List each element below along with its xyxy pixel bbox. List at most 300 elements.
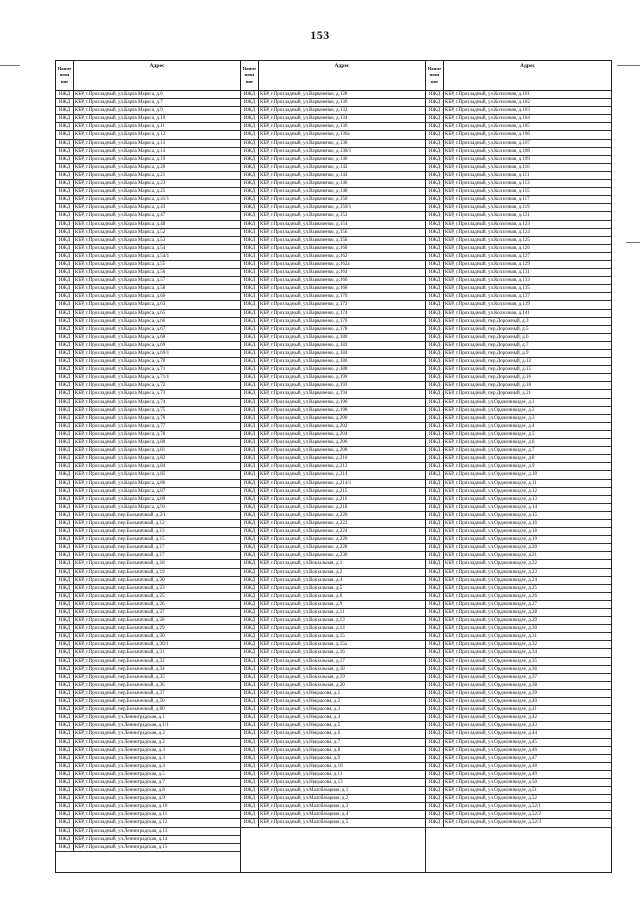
row-code: ИЖД xyxy=(426,463,444,470)
table-row xyxy=(241,431,425,439)
row-address: КБР, г.Прохладный, ул.Варваченко, д.200 xyxy=(260,415,348,421)
table-row xyxy=(56,318,240,326)
row-address: КБР, г.Прохладный, ул.Карла Маркса, д.7 xyxy=(75,100,163,106)
header-name-label: Наиме нова ние xyxy=(241,61,259,90)
row-address: КБР, г.Прохладный, ул.Карла Маркса, д.78 xyxy=(75,431,166,437)
row-address: КБР, г.Прохладный, ул.Колхозная, д.115 xyxy=(445,189,530,195)
table-row xyxy=(56,269,240,277)
row-address: КБР, г.Прохладный, ул.Некрасова, д.6 xyxy=(260,731,341,737)
row-code: ИЖД xyxy=(241,682,259,689)
row-address: КБР, г.Прохладный, ул.Варваченко, д.224 xyxy=(260,529,348,535)
table-row xyxy=(56,544,240,552)
row-code: ИЖД xyxy=(426,471,444,478)
row-code: ИЖД xyxy=(241,803,259,810)
row-address: КБР, г.Прохладный, пер.Больничный, д.32 xyxy=(75,658,165,664)
table-row xyxy=(426,350,611,358)
row-code: ИЖД xyxy=(426,520,444,527)
table-row xyxy=(241,787,425,795)
row-address: КБР, г.Прохладный, ул.Карла Маркса, д.86 xyxy=(75,480,166,486)
row-address: КБР, г.Прохладный, ул.Орджоникидзе, д.18 xyxy=(445,529,538,535)
row-code: ИЖД xyxy=(426,140,444,147)
row-code: ИЖД xyxy=(56,828,74,835)
row-address: КБР, г.Прохладный, ул.Колхозная, д.101 xyxy=(445,92,530,97)
row-code: ИЖД xyxy=(56,366,74,373)
row-address: КБР, г.Прохладный, ул.Ленинградская, д.13 xyxy=(75,828,168,834)
table-row xyxy=(56,366,240,374)
table-row xyxy=(426,730,611,738)
row-code: ИЖД xyxy=(426,99,444,106)
row-code: ИЖД xyxy=(241,277,259,284)
table-row xyxy=(426,560,611,568)
row-code: ИЖД xyxy=(426,334,444,341)
row-address: КБР, г.Прохладный, пер.Больничный, д.25 xyxy=(75,593,165,599)
row-address: КБР, г.Прохладный, ул.Варваченко, д.164 xyxy=(260,270,348,276)
row-address: КБР, г.Прохладный, ул.Колхозная, д.127 xyxy=(445,253,530,259)
row-code: ИЖД xyxy=(241,544,259,551)
table-row xyxy=(426,755,611,763)
table-row xyxy=(56,237,240,245)
row-code: ИЖД xyxy=(56,301,74,308)
row-code: ИЖД xyxy=(426,585,444,592)
row-code: ИЖД xyxy=(241,730,259,737)
row-address: КБР, г.Прохладный, пер.Больничный, д.17 xyxy=(75,553,165,559)
row-address: КБР, г.Прохладный, ул.Варваченко, д.215 xyxy=(260,488,348,494)
row-address: КБР, г.Прохладный, ул.Варваченко, д.196 xyxy=(260,399,348,405)
row-address: КБР, г.Прохладный, ул.Карла Маркса, д.60 xyxy=(75,294,166,300)
row-address: КБР, г.Прохладный, ул.Карла Маркса, д.6 xyxy=(75,92,163,97)
table-row xyxy=(56,714,240,722)
row-address: КБР, г.Прохладный, пер.Больничный, д.2/1 xyxy=(75,512,167,518)
row-code: ИЖД xyxy=(56,123,74,130)
table-row xyxy=(426,237,611,245)
row-address: КБР, г.Прохладный, ул.Орджоникидзе, д.11 xyxy=(445,480,537,486)
table-row xyxy=(241,148,425,156)
table-row xyxy=(56,730,240,738)
row-code: ИЖД xyxy=(241,326,259,333)
row-address: КБР, г.Прохладный, ул.Карла Маркса, д.25 xyxy=(75,189,166,195)
row-address: КБР, г.Прохладный, ул.Карла Маркса, д.71 xyxy=(75,367,166,373)
row-address: КБР, г.Прохладный, ул.Варваченко, д.156 xyxy=(260,229,348,235)
row-code: ИЖД xyxy=(241,463,259,470)
row-address: КБР, г.Прохладный, ул.Вокзальная, д.2 xyxy=(260,569,343,575)
row-code: ИЖД xyxy=(241,423,259,430)
row-code: ИЖД xyxy=(426,504,444,511)
row-code: ИЖД xyxy=(241,115,259,122)
row-code: ИЖД xyxy=(241,819,259,826)
table-row xyxy=(56,390,240,398)
row-code: ИЖД xyxy=(241,771,259,778)
row-address: КБР, г.Прохладный, ул.Варваченко, д.208 xyxy=(260,448,348,454)
row-address: КБР, г.Прохладный, ул.Некрасова, д.13 xyxy=(260,779,343,785)
table-row xyxy=(56,180,240,188)
table-row xyxy=(241,334,425,342)
row-code: ИЖД xyxy=(241,293,259,300)
row-code: ИЖД xyxy=(426,747,444,754)
row-code: ИЖД xyxy=(426,172,444,179)
table-row xyxy=(426,633,611,641)
row-code: ИЖД xyxy=(241,431,259,438)
row-address: КБР, г.Прохладный, ул.Карла Маркса, д.74 xyxy=(75,399,166,405)
row-code: ИЖД xyxy=(426,674,444,681)
row-code: ИЖД xyxy=(241,318,259,325)
table-row xyxy=(56,447,240,455)
row-address: КБР, г.Прохладный, ул.Варваченко, д.158 xyxy=(260,237,348,243)
row-address: КБР, г.Прохладный, пер.Больничный, д.31 xyxy=(75,650,165,656)
table-row xyxy=(426,212,611,220)
table-row xyxy=(241,342,425,350)
row-address: КБР, г.Прохладный, ул.Колхозная, д.131 xyxy=(445,270,530,276)
table-row xyxy=(241,455,425,463)
row-code: ИЖД xyxy=(56,666,74,673)
table-row xyxy=(56,164,240,172)
row-address: КБР, г.Прохладный, пер.Больничный, д.18 xyxy=(75,561,165,567)
table-row xyxy=(241,666,425,674)
row-address: КБР, г.Прохладный, ул.Карла Маркса, д.48 xyxy=(75,221,166,227)
table-row xyxy=(426,471,611,479)
table-row xyxy=(56,310,240,318)
table-row xyxy=(241,180,425,188)
table-row xyxy=(241,690,425,698)
row-address: КБР, г.Прохладный, ул.Орджоникидзе, д.52 xyxy=(445,796,538,802)
table-row xyxy=(56,698,240,706)
table-row xyxy=(56,140,240,148)
row-code: ИЖД xyxy=(56,382,74,389)
table-row xyxy=(426,99,611,107)
row-address: КБР, г.Прохладный, ул.Варваченко, д.166 xyxy=(260,278,348,284)
table-row xyxy=(241,204,425,212)
table-row xyxy=(241,374,425,382)
row-code: ИЖД xyxy=(241,747,259,754)
table-row xyxy=(241,196,425,204)
row-code: ИЖД xyxy=(426,795,444,802)
row-address: КБР, г.Прохладный, ул.Ленинградская, д.2 xyxy=(75,731,165,737)
table-rows xyxy=(241,91,425,828)
row-address: КБР, г.Прохладный, ул.Вокзальная, д.18 xyxy=(260,666,345,672)
row-code: ИЖД xyxy=(56,455,74,462)
row-address: КБР, г.Прохладный, пер.Больничный, д.50 xyxy=(75,699,165,705)
row-code: ИЖД xyxy=(56,334,74,341)
row-address: КБР, г.Прохладный, ул.Ленинградская, д.2 xyxy=(75,739,165,745)
row-code: ИЖД xyxy=(241,763,259,770)
row-code: ИЖД xyxy=(241,261,259,268)
row-code: ИЖД xyxy=(56,172,74,179)
table-row xyxy=(241,544,425,552)
header-name-label: Наиме нова ние xyxy=(426,61,444,90)
table-row xyxy=(56,229,240,237)
row-code: ИЖД xyxy=(241,666,259,673)
row-address: КБР, г.Прохладный, ул.Варваченко, д.162 xyxy=(260,253,348,259)
table-row xyxy=(241,706,425,714)
row-address: КБР, г.Прохладный, ул.Малобазарная, д.5 xyxy=(260,820,349,826)
row-address: КБР, г.Прохладный, ул.Орджоникидзе, д.52/3 xyxy=(445,820,541,826)
table-row xyxy=(56,277,240,285)
row-address: КБР, г.Прохладный, ул.Орджоникидзе, д.31 xyxy=(445,634,538,640)
row-address: КБР, г.Прохладный, пер.Больничный, д.28 xyxy=(75,618,165,624)
row-address: КБР, г.Прохладный, ул.Варваченко, д.214 xyxy=(260,472,348,478)
table-row xyxy=(56,779,240,787)
row-address: КБР, г.Прохладный, пер.Больничный, д.34 xyxy=(75,666,165,672)
row-address: КБР, г.Прохладный, ул.Карла Маркса, д.12 xyxy=(75,132,166,138)
table-row xyxy=(426,625,611,633)
row-address: КБР, г.Прохладный, ул.Орджоникидзе, д.43 xyxy=(445,723,538,729)
row-address: КБР, г.Прохладный, пер.Больничный, д.37 xyxy=(75,690,165,696)
row-address: КБР, г.Прохладный, ул.Ленинградская, д.14 xyxy=(75,836,168,842)
row-address: КБР, г.Прохладный, ул.Колхозная, д.117 xyxy=(445,197,530,203)
table-row xyxy=(241,625,425,633)
row-code: ИЖД xyxy=(241,577,259,584)
table-row xyxy=(56,148,240,156)
row-address: КБР, г.Прохладный, ул.Некрасова, д.3 xyxy=(260,707,341,713)
table-row xyxy=(426,431,611,439)
header-address-label: Адрес xyxy=(334,63,350,69)
row-code: ИЖД xyxy=(241,585,259,592)
row-code: ИЖД xyxy=(426,245,444,252)
table-row xyxy=(56,795,240,803)
row-address: КБР, г.Прохладный, ул.Варваченко, д.220 xyxy=(260,512,348,518)
table-row xyxy=(426,504,611,512)
table-column-3 xyxy=(425,60,612,873)
margin-rule-right xyxy=(617,65,640,66)
row-address: КБР, г.Прохладный, ул.Варваченко, д.192 xyxy=(260,383,348,389)
row-code: ИЖД xyxy=(56,318,74,325)
row-address: КБР, г.Прохладный, ул.Варваченко, д.204 xyxy=(260,431,348,437)
table-row xyxy=(241,285,425,293)
row-address: КБР, г.Прохладный, ул.Колхозная, д.133 xyxy=(445,278,530,284)
row-code: ИЖД xyxy=(426,115,444,122)
row-code: ИЖД xyxy=(56,358,74,365)
table-row xyxy=(56,415,240,423)
row-code: ИЖД xyxy=(56,544,74,551)
table-row xyxy=(241,131,425,139)
row-address: КБР, г.Прохладный, ул.Карла Маркса, д.11 xyxy=(75,124,166,130)
row-code: ИЖД xyxy=(426,123,444,130)
table-row xyxy=(56,593,240,601)
table-row xyxy=(426,310,611,318)
table-row xyxy=(426,229,611,237)
row-address: КБР, г.Прохладный, пер.Дорожный, д.6 xyxy=(445,334,529,340)
row-code: ИЖД xyxy=(56,212,74,219)
table-row xyxy=(56,577,240,585)
row-address: КБР, г.Прохладный, ул.Карла Маркса, д.85 xyxy=(75,472,166,478)
row-code: ИЖД xyxy=(426,682,444,689)
table-column-1 xyxy=(55,60,240,873)
row-address: КБР, г.Прохладный, ул.Карла Маркса, д.89 xyxy=(75,496,166,502)
table-row xyxy=(241,172,425,180)
row-address: КБР, г.Прохладный, ул.Карла Маркса, д.57 xyxy=(75,278,166,284)
row-address: КБР, г.Прохладный, ул.Варваченко, д.214/1 xyxy=(260,480,352,486)
table-row xyxy=(56,828,240,836)
table-row xyxy=(426,512,611,520)
row-code: ИЖД xyxy=(56,261,74,268)
row-address: КБР, г.Прохладный, пер.Дорожный, д.15 xyxy=(445,367,531,373)
table-row xyxy=(56,107,240,115)
row-code: ИЖД xyxy=(56,196,74,203)
table-row xyxy=(56,560,240,568)
row-code: ИЖД xyxy=(241,739,259,746)
column-header xyxy=(241,61,425,91)
table-row xyxy=(426,374,611,382)
row-code: ИЖД xyxy=(241,722,259,729)
row-code: ИЖД xyxy=(241,123,259,130)
table-row xyxy=(241,423,425,431)
row-code: ИЖД xyxy=(56,649,74,656)
row-code: ИЖД xyxy=(241,528,259,535)
table-row xyxy=(241,471,425,479)
row-code: ИЖД xyxy=(426,310,444,317)
table-row xyxy=(241,293,425,301)
row-code: ИЖД xyxy=(426,261,444,268)
row-code: ИЖД xyxy=(241,649,259,656)
row-code: ИЖД xyxy=(426,285,444,292)
row-code: ИЖД xyxy=(56,326,74,333)
table-row xyxy=(241,593,425,601)
row-code: ИЖД xyxy=(426,690,444,697)
row-code: ИЖД xyxy=(56,730,74,737)
table-row xyxy=(56,423,240,431)
row-address: КБР, г.Прохладный, ул.Варваченко, д.132 xyxy=(260,108,348,114)
table-row xyxy=(426,747,611,755)
table-row xyxy=(426,658,611,666)
table-row xyxy=(56,172,240,180)
row-address: КБР, г.Прохладный, ул.Вокзальная, д.20 xyxy=(260,682,345,688)
row-code: ИЖД xyxy=(56,131,74,138)
row-address: КБР, г.Прохладный, ул.Карла Маркса, д.21 xyxy=(75,172,166,178)
row-code: ИЖД xyxy=(56,739,74,746)
table-row xyxy=(56,739,240,747)
row-address: КБР, г.Прохладный, ул.Варваченко, д.226 xyxy=(260,537,348,543)
row-code: ИЖД xyxy=(56,755,74,762)
table-row xyxy=(426,577,611,585)
row-code: ИЖД xyxy=(56,811,74,818)
row-code: ИЖД xyxy=(426,811,444,818)
header-name-label: Наиме нова ние xyxy=(56,61,74,90)
table-row xyxy=(56,658,240,666)
row-code: ИЖД xyxy=(56,229,74,236)
table-row xyxy=(426,674,611,682)
row-code: ИЖД xyxy=(241,569,259,576)
row-code: ИЖД xyxy=(241,552,259,559)
row-code: ИЖД xyxy=(56,390,74,397)
table-row xyxy=(56,156,240,164)
row-code: ИЖД xyxy=(426,237,444,244)
table-row xyxy=(56,496,240,504)
row-code: ИЖД xyxy=(426,536,444,543)
row-code: ИЖД xyxy=(426,447,444,454)
table-row xyxy=(56,196,240,204)
row-address: КБР, г.Прохладный, ул.Орджоникидзе, д.32 xyxy=(445,642,538,648)
row-address: КБР, г.Прохладный, ул.Карла Маркса, д.80 xyxy=(75,440,166,446)
table-row xyxy=(426,188,611,196)
table-row xyxy=(241,609,425,617)
row-address: КБР, г.Прохладный, ул.Карла Маркса, д.54 xyxy=(75,245,166,251)
row-address: КБР, г.Прохладный, ул.Варваченко, д.216 xyxy=(260,496,348,502)
row-code: ИЖД xyxy=(241,504,259,511)
row-address: КБР, г.Прохладный, ул.Варваченко, д.170 xyxy=(260,294,348,300)
row-address: КБР, г.Прохладный, пер.Больничный, д.35 xyxy=(75,674,165,680)
row-address: КБР, г.Прохладный, ул.Колхозная, д.107 xyxy=(445,140,530,146)
row-address: КБР, г.Прохладный, ул.Варваченко, д.194 xyxy=(260,391,348,397)
row-code: ИЖД xyxy=(56,771,74,778)
row-code: ИЖД xyxy=(56,415,74,422)
row-code: ИЖД xyxy=(56,253,74,260)
row-code: ИЖД xyxy=(241,374,259,381)
table-row xyxy=(241,358,425,366)
table-row xyxy=(241,739,425,747)
row-address: КБР, г.Прохладный, ул.Колхозная, д.104 xyxy=(445,116,530,122)
row-code: ИЖД xyxy=(241,131,259,138)
row-address: КБР, г.Прохладный, ул.Вокзальная, д.5 xyxy=(260,585,343,591)
table-row xyxy=(56,552,240,560)
row-address: КБР, г.Прохладный, ул.Карла Маркса, д.84 xyxy=(75,464,166,470)
table-row xyxy=(56,431,240,439)
table-row xyxy=(241,560,425,568)
row-code: ИЖД xyxy=(426,342,444,349)
row-address: КБР, г.Прохладный, ул.Некрасова, д.4 xyxy=(260,715,341,721)
row-address: КБР, г.Прохладный, ул.Колхозная, д.125 xyxy=(445,237,530,243)
table-row xyxy=(426,585,611,593)
row-code: ИЖД xyxy=(56,399,74,406)
row-code: ИЖД xyxy=(56,803,74,810)
table-row xyxy=(241,714,425,722)
row-code: ИЖД xyxy=(241,269,259,276)
row-address: КБР, г.Прохладный, ул.Ленинградская, д.5 xyxy=(75,771,165,777)
table-row xyxy=(241,221,425,229)
row-code: ИЖД xyxy=(56,407,74,414)
table-row xyxy=(426,722,611,730)
row-address: КБР, г.Прохладный, ул.Вокзальная, д.11 xyxy=(260,610,345,615)
row-address: КБР, г.Прохладный, ул.Вокзальная, д.17 xyxy=(260,658,345,664)
row-address: КБР, г.Прохладный, ул.Орджоникидзе, д.5 xyxy=(445,431,535,437)
row-code: ИЖД xyxy=(56,447,74,454)
table-row xyxy=(426,714,611,722)
row-code: ИЖД xyxy=(241,180,259,187)
table-row xyxy=(56,480,240,488)
table-row xyxy=(241,164,425,172)
table-row xyxy=(241,536,425,544)
row-code: ИЖД xyxy=(241,366,259,373)
row-code: ИЖД xyxy=(56,625,74,632)
row-code: ИЖД xyxy=(426,617,444,624)
row-address: КБР, г.Прохладный, ул.Вокзальная, д.1 xyxy=(260,561,343,567)
row-code: ИЖД xyxy=(56,706,74,713)
row-code: ИЖД xyxy=(56,658,74,665)
row-code: ИЖД xyxy=(241,237,259,244)
row-address: КБР, г.Прохладный, пер.Больничный, д.29 xyxy=(75,626,165,632)
row-code: ИЖД xyxy=(426,552,444,559)
row-code: ИЖД xyxy=(241,439,259,446)
row-code: ИЖД xyxy=(56,180,74,187)
row-address: КБР, г.Прохладный, ул.Колхозная, д.113 xyxy=(445,181,530,187)
table-row xyxy=(56,212,240,220)
table-row xyxy=(241,496,425,504)
row-address: КБР, г.Прохладный, ул.Варваченко, д.178 xyxy=(260,326,348,332)
table-row xyxy=(241,747,425,755)
row-address: КБР, г.Прохладный, ул.Орджоникидзе, д.12 xyxy=(445,488,538,494)
row-code: ИЖД xyxy=(56,690,74,697)
row-address: КБР, г.Прохладный, ул.Орджоникидзе, д.23 xyxy=(445,569,538,575)
row-address: КБР, г.Прохладный, пер.Больничный, д.23 xyxy=(75,585,165,591)
row-address: КБР, г.Прохладный, ул.Варваченко, д.184 xyxy=(260,351,348,356)
row-code: ИЖД xyxy=(241,164,259,171)
row-address: КБР, г.Прохладный, ул.Орджоникидзе, д.50 xyxy=(445,779,538,785)
table-row xyxy=(241,722,425,730)
table-row xyxy=(56,747,240,755)
row-address: КБР, г.Прохладный, пер.Больничный, д.26 xyxy=(75,601,165,607)
row-address: КБР, г.Прохладный, ул.Варваченко, д.210 xyxy=(260,456,348,462)
table-row xyxy=(426,423,611,431)
table-row xyxy=(426,285,611,293)
row-code: ИЖД xyxy=(56,423,74,430)
